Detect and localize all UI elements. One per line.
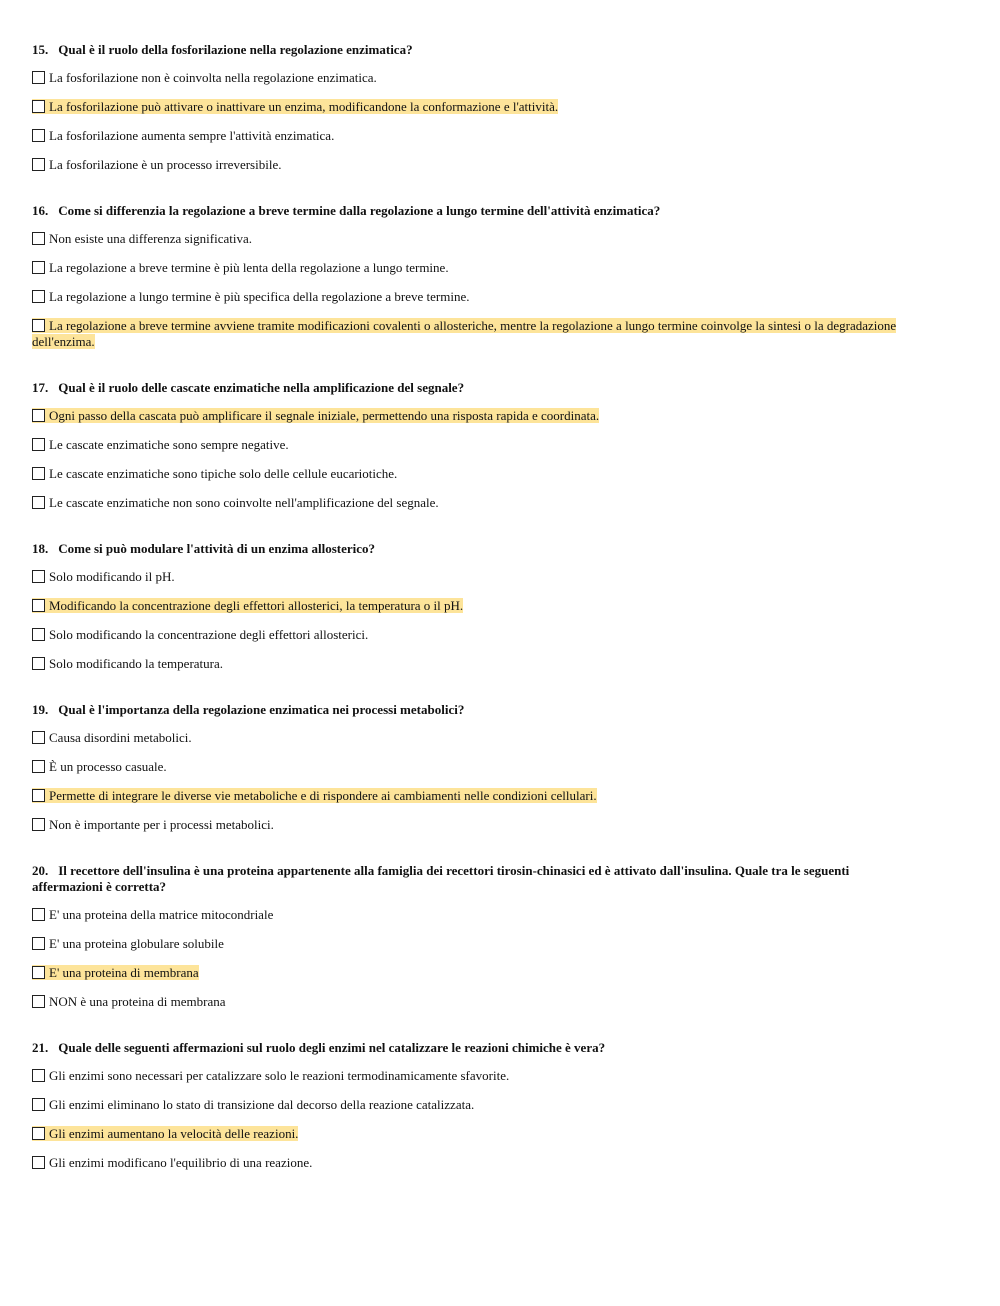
answer-option-body — [32, 157, 281, 172]
question-number: 18. — [32, 541, 49, 556]
answer-text: La fosforilazione può attivare o inattivare un enzima, modificandone la conformazione e l'attività. — [49, 99, 559, 114]
answer-text: Solo modificando la temperatura. — [49, 656, 224, 671]
checkbox-icon[interactable] — [32, 657, 45, 670]
answer-text: Gli enzimi modificano l'equilibrio di una reazione. — [49, 1155, 313, 1170]
answer-text: Le cascate enzimatiche non sono coinvolte nell'amplificazione del segnale. — [49, 495, 439, 510]
question-number: 16. — [32, 203, 49, 218]
answer-option-body — [32, 907, 273, 922]
answer-option[interactable] — [32, 122, 904, 151]
answer-option-body — [32, 598, 463, 613]
checkbox-icon[interactable] — [32, 995, 45, 1008]
answer-text: La fosforilazione è un processo irreversibile. — [49, 157, 282, 172]
checkbox-icon[interactable] — [32, 628, 45, 641]
answer-option[interactable] — [32, 489, 904, 518]
question-17 — [32, 380, 904, 518]
answer-option-body — [32, 70, 377, 85]
checkbox-icon[interactable] — [32, 966, 45, 979]
checkbox-icon[interactable] — [32, 319, 45, 332]
answer-option-body — [32, 408, 599, 423]
checkbox-icon[interactable] — [32, 760, 45, 773]
answer-option-highlighted[interactable] — [32, 402, 904, 431]
answer-option-body — [32, 1068, 509, 1083]
question-text: Quale delle seguenti affermazioni sul ruolo degli enzimi nel catalizzare le reazioni chimiche è vera? — [58, 1040, 606, 1055]
checkbox-icon[interactable] — [32, 290, 45, 303]
answer-option-highlighted[interactable] — [32, 93, 904, 122]
answer-text: La regolazione a breve termine avviene tramite modificazioni covalenti o allosteriche, mentre la regolazione a lungo termine coinvolge la sintesi o la degradazione dell'enzima. — [32, 318, 897, 349]
answer-option-body — [32, 1097, 474, 1112]
question-text: Il recettore dell'insulina è una proteina appartenente alla famiglia dei recettori tirosin-chinasici ed è attivato dall'insulina. Quale tra le seguenti affermazioni è corretta? — [32, 863, 850, 894]
checkbox-icon[interactable] — [32, 599, 45, 612]
answer-option[interactable] — [32, 650, 904, 679]
answer-text: Non è importante per i processi metabolici. — [49, 817, 274, 832]
answer-text: Non esiste una differenza significativa. — [49, 231, 252, 246]
answer-text: È un processo casuale. — [49, 759, 167, 774]
checkbox-icon[interactable] — [32, 496, 45, 509]
answer-option-body — [32, 1155, 312, 1170]
answer-option[interactable] — [32, 621, 904, 650]
answer-option-body — [32, 965, 199, 980]
question-title — [32, 203, 904, 219]
checkbox-icon[interactable] — [32, 71, 45, 84]
answer-text: La regolazione a breve termine è più lenta della regolazione a lungo termine. — [49, 260, 449, 275]
question-number: 21. — [32, 1040, 49, 1055]
checkbox-icon[interactable] — [32, 937, 45, 950]
checkbox-icon[interactable] — [32, 1156, 45, 1169]
question-number: 15. — [32, 42, 49, 57]
checkbox-icon[interactable] — [32, 789, 45, 802]
answer-option[interactable] — [32, 283, 904, 312]
question-text: Come si differenzia la regolazione a breve termine dalla regolazione a lungo termine dell'attività enzimatica? — [58, 203, 661, 218]
checkbox-icon[interactable] — [32, 261, 45, 274]
answer-text: NON è una proteina di membrana — [49, 994, 226, 1009]
answer-option[interactable] — [32, 1149, 904, 1178]
answer-option-body — [32, 128, 334, 143]
answer-text: Le cascate enzimatiche sono sempre negative. — [49, 437, 289, 452]
answer-option[interactable] — [32, 724, 904, 753]
answer-text: Gli enzimi aumentano la velocità delle reazioni. — [49, 1126, 299, 1141]
answer-option-body — [32, 231, 252, 246]
answer-text: Gli enzimi sono necessari per catalizzare solo le reazioni termodinamicamente sfavorite. — [49, 1068, 510, 1083]
checkbox-icon[interactable] — [32, 908, 45, 921]
answer-option[interactable] — [32, 988, 904, 1017]
answer-text: La regolazione a lungo termine è più specifica della regolazione a breve termine. — [49, 289, 470, 304]
answer-option[interactable] — [32, 811, 904, 840]
answer-text: La fosforilazione aumenta sempre l'attività enzimatica. — [49, 128, 335, 143]
question-15 — [32, 42, 904, 180]
question-title — [32, 42, 904, 58]
checkbox-icon[interactable] — [32, 731, 45, 744]
answer-option-body — [32, 788, 597, 803]
answer-option[interactable] — [32, 151, 904, 180]
checkbox-icon[interactable] — [32, 570, 45, 583]
answer-option-body — [32, 466, 397, 481]
answer-text: E' una proteina della matrice mitocondriale — [49, 907, 274, 922]
checkbox-icon[interactable] — [32, 409, 45, 422]
answer-option-body — [32, 99, 558, 114]
checkbox-icon[interactable] — [32, 1127, 45, 1140]
question-text: Come si può modulare l'attività di un enzima allosterico? — [58, 541, 376, 556]
checkbox-icon[interactable] — [32, 1098, 45, 1111]
question-text: Qual è l'importanza della regolazione enzimatica nei processi metabolici? — [58, 702, 465, 717]
checkbox-icon[interactable] — [32, 158, 45, 171]
question-title — [32, 541, 904, 557]
answer-option-highlighted[interactable] — [32, 1120, 904, 1149]
answer-option[interactable] — [32, 64, 904, 93]
question-21 — [32, 1040, 904, 1178]
answer-option-highlighted[interactable] — [32, 782, 904, 811]
question-19 — [32, 702, 904, 840]
answer-option-body — [32, 627, 368, 642]
answer-text: Causa disordini metabolici. — [49, 730, 192, 745]
answer-text: Ogni passo della cascata può amplificare il segnale iniziale, permettendo una risposta rapida e coordinata. — [49, 408, 600, 423]
question-20 — [32, 863, 904, 1017]
answer-option[interactable] — [32, 1062, 904, 1091]
checkbox-icon[interactable] — [32, 100, 45, 113]
question-title — [32, 863, 904, 895]
answer-text: Solo modificando la concentrazione degli effettori allosterici. — [49, 627, 369, 642]
answer-text: Gli enzimi eliminano lo stato di transizione dal decorso della reazione catalizzata. — [49, 1097, 475, 1112]
question-number: 19. — [32, 702, 49, 717]
answer-option-highlighted[interactable] — [32, 592, 904, 621]
answer-option-body — [32, 730, 192, 745]
question-number: 20. — [32, 863, 49, 878]
checkbox-icon[interactable] — [32, 1069, 45, 1082]
answer-option-body — [32, 936, 224, 951]
answer-option-body — [32, 1126, 298, 1141]
question-title — [32, 1040, 904, 1056]
checkbox-icon[interactable] — [32, 438, 45, 451]
answer-text: E' una proteina globulare solubile — [49, 936, 224, 951]
answer-option-body — [32, 318, 896, 349]
answer-text: E' una proteina di membrana — [49, 965, 199, 980]
question-text: Qual è il ruolo delle cascate enzimatiche nella amplificazione del segnale? — [58, 380, 465, 395]
answer-option-body — [32, 437, 289, 452]
answer-option[interactable] — [32, 753, 904, 782]
answer-option[interactable] — [32, 901, 904, 930]
answer-text: Modificando la concentrazione degli effettori allosterici, la temperatura o il pH. — [49, 598, 464, 613]
answer-option-highlighted[interactable] — [32, 959, 904, 988]
answer-text: Permette di integrare le diverse vie metaboliche e di rispondere ai cambiamenti nelle condizioni cellulari. — [49, 788, 597, 803]
answer-option-body — [32, 495, 439, 510]
answer-option[interactable] — [32, 1091, 904, 1120]
answer-option[interactable] — [32, 225, 904, 254]
answer-text: Solo modificando il pH. — [49, 569, 175, 584]
answer-option-body — [32, 656, 223, 671]
answer-option[interactable] — [32, 563, 904, 592]
answer-option-body — [32, 994, 226, 1009]
answer-option[interactable] — [32, 431, 904, 460]
answer-option[interactable] — [32, 930, 904, 959]
question-title — [32, 702, 904, 718]
question-text: Qual è il ruolo della fosforilazione nella regolazione enzimatica? — [58, 42, 413, 57]
answer-text: La fosforilazione non è coinvolta nella regolazione enzimatica. — [49, 70, 377, 85]
answer-option[interactable] — [32, 460, 904, 489]
checkbox-icon[interactable] — [32, 818, 45, 831]
checkbox-icon[interactable] — [32, 129, 45, 142]
checkbox-icon[interactable] — [32, 232, 45, 245]
question-16 — [32, 203, 904, 357]
answer-option-highlighted[interactable] — [32, 312, 904, 357]
question-18 — [32, 541, 904, 679]
answer-option-body — [32, 759, 167, 774]
answer-option-body — [32, 817, 274, 832]
checkbox-icon[interactable] — [32, 467, 45, 480]
answer-option[interactable] — [32, 254, 904, 283]
question-number: 17. — [32, 380, 49, 395]
question-title — [32, 380, 904, 396]
answer-option-body — [32, 569, 175, 584]
answer-option-body — [32, 260, 449, 275]
answer-option-body — [32, 289, 470, 304]
answer-text: Le cascate enzimatiche sono tipiche solo delle cellule eucariotiche. — [49, 466, 398, 481]
